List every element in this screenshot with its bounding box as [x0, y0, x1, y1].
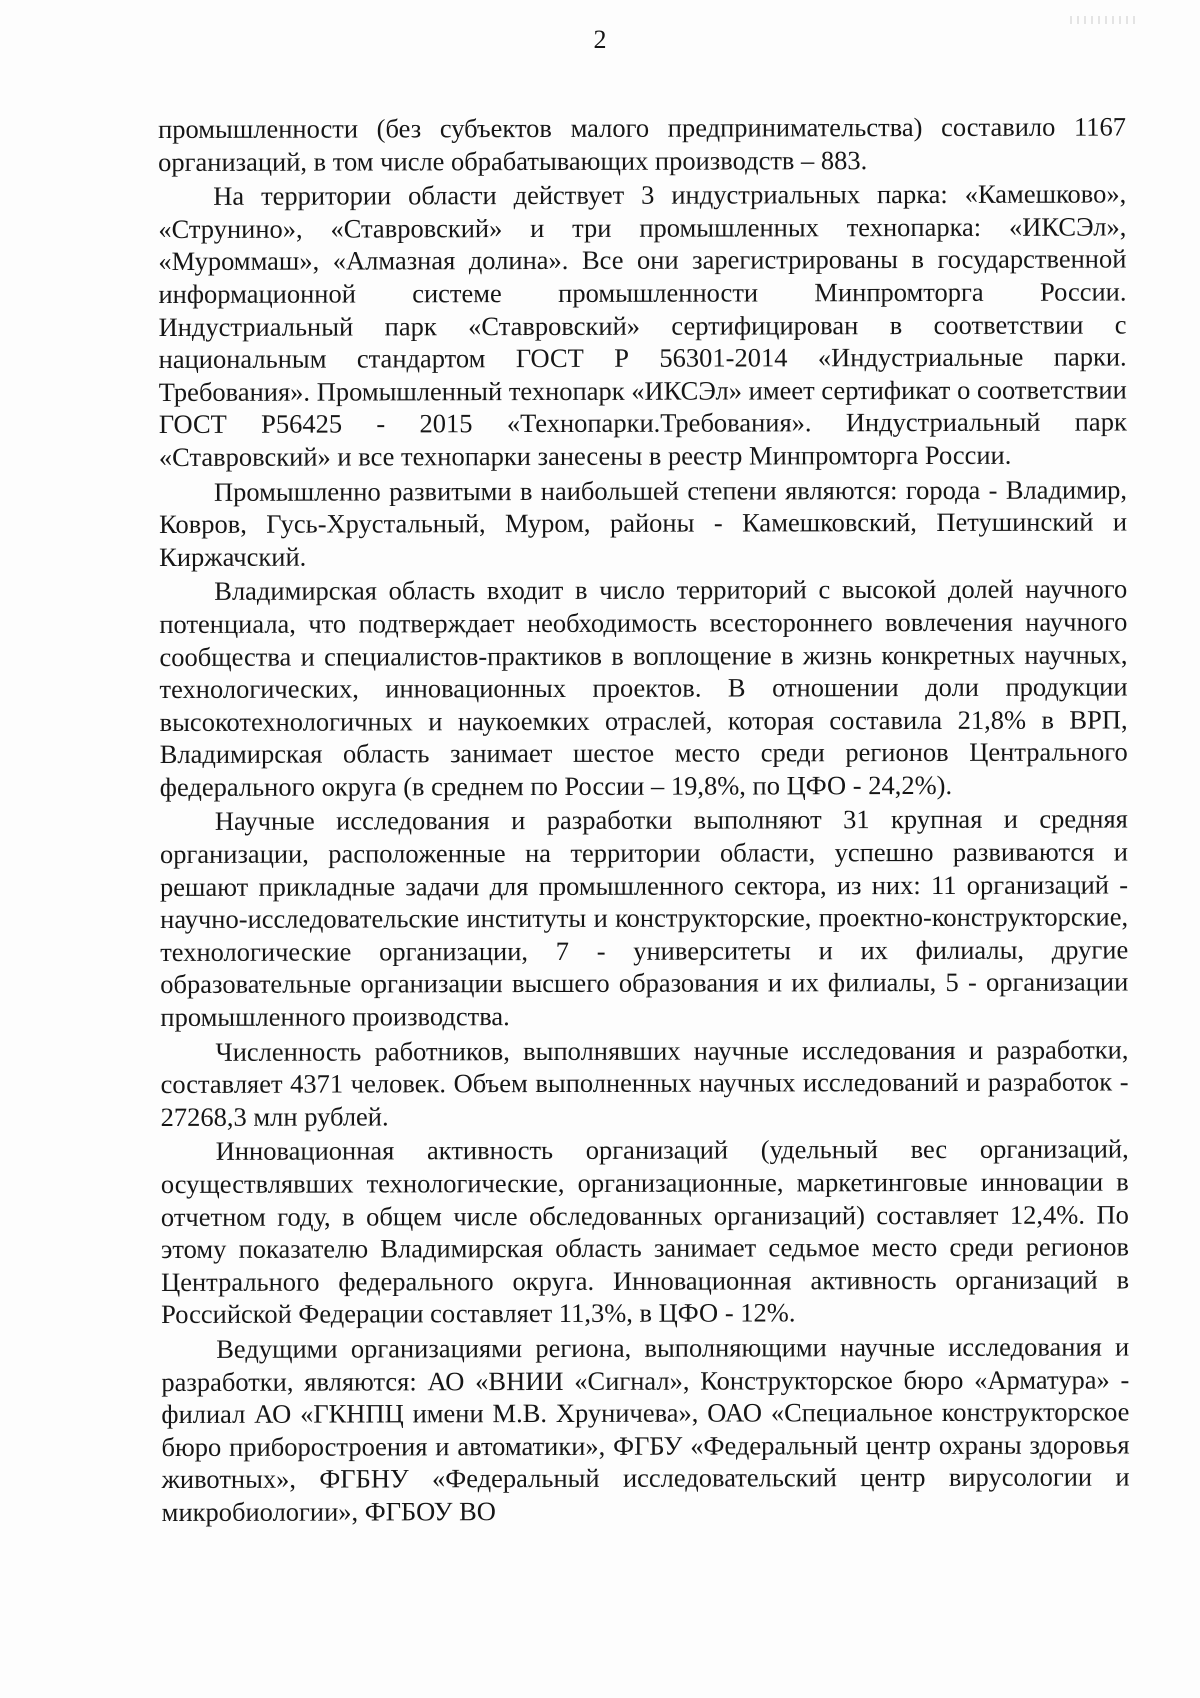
- paragraph-continuation: промышленности (без субъектов малого предпринимательства) составило 1167 организаций, в том числе обрабатывающих производств – 883.: [158, 111, 1127, 177]
- paragraph-developed-areas: Промышленно развитыми в наибольшей степени являются: города - Владимир, Ковров, Гусь-Хрустальный, Муром, районы - Камешковский, Петушинский и Киржачский.: [159, 473, 1128, 572]
- page-number: 2: [593, 25, 607, 54]
- paragraph-industrial-parks: На территории области действует 3 индустриальных парка: «Камешково», «Струнино», «Ставровский» и три промышленных технопарка: «ИКСЭл», «Муроммаш», «Алмазная долина». Все они зарегистрированы в государственной информационной системе промышленности Минпромторга России. Индустриальный парк «Ставровский» сертифицирован в соответствии с национальным стандартом ГОСТ Р 56301-2014 «Индустриальные парки. Требования». Промышленный технопарк «ИКСЭл» имеет сертификат о соответствии ГОСТ Р56425 - 2015 «Технопарки.Требования». Индустриальный парк «Ставровский» и все технопарки занесены в реестр Минпромторга России.: [158, 178, 1127, 472]
- document-body: [158, 110, 1130, 1530]
- paragraph-research-staff: Численность работников, выполнявших научные исследования и разработки, составляет 4371 человек. Объем выполненных научных исследований и разработок - 27268,3 млн рублей.: [160, 1034, 1129, 1132]
- paragraph-scientific-potential: Владимирская область входит в число территорий с высокой долей научного потенциала, что подтверждает необходимость всестороннего вовлечения научного сообщества и специалистов-практиков в воплощение в жизнь конкретных научных, технологических, инновационных проектов. В отношении доли продукции высокотехнологичных и наукоемких отраслей, которая составила 21,8% в ВРП, Владимирская область занимает шестое место среди регионов Центрального федерального округа (в среднем по России – 19,8%, по ЦФО - 24,2%).: [159, 573, 1128, 802]
- paragraph-leading-organizations: Ведущими организациями региона, выполняющими научные исследования и разработки, являются: АО «ВНИИ «Сигнал», Конструкторское бюро «Арматура» - филиал АО «ГКНПЦ имени М.В. Хруничева», ОАО «Специальное конструкторское бюро приборостроения и автоматики», ФГБУ «Федеральный центр охраны здоровья животных», ФГБНУ «Федеральный исследовательский центр вирусологии и микробиологии», ФГБОУ ВО: [161, 1331, 1130, 1527]
- scan-artifact: [1070, 16, 1140, 24]
- paragraph-innovation-activity: Инновационная активность организаций (удельный вес организаций, осуществлявших технологические, организационные, маркетинговые инновации в отчетном году, в общем числе обследованных организаций) составляет 12,4%. По этому показателю Владимирская область занимает седьмое место среди регионов Центрального федерального округа. Инновационная активность организаций в Российской Федерации составляет 11,3%, в ЦФО - 12%.: [160, 1133, 1130, 1330]
- paragraph-research-organizations: Научные исследования и разработки выполняют 31 крупная и средняя организации, расположенные на территории области, успешно развиваются и решают прикладные задачи для промышленного сектора, из них: 11 организаций - научно-исследовательские институты и конструкторские, проектно-конструкторские, технологические организации, 7 - университеты и их филиалы, другие образовательные организации высшего образования и их филиалы, 5 - организации промышленного производства.: [159, 803, 1129, 1033]
